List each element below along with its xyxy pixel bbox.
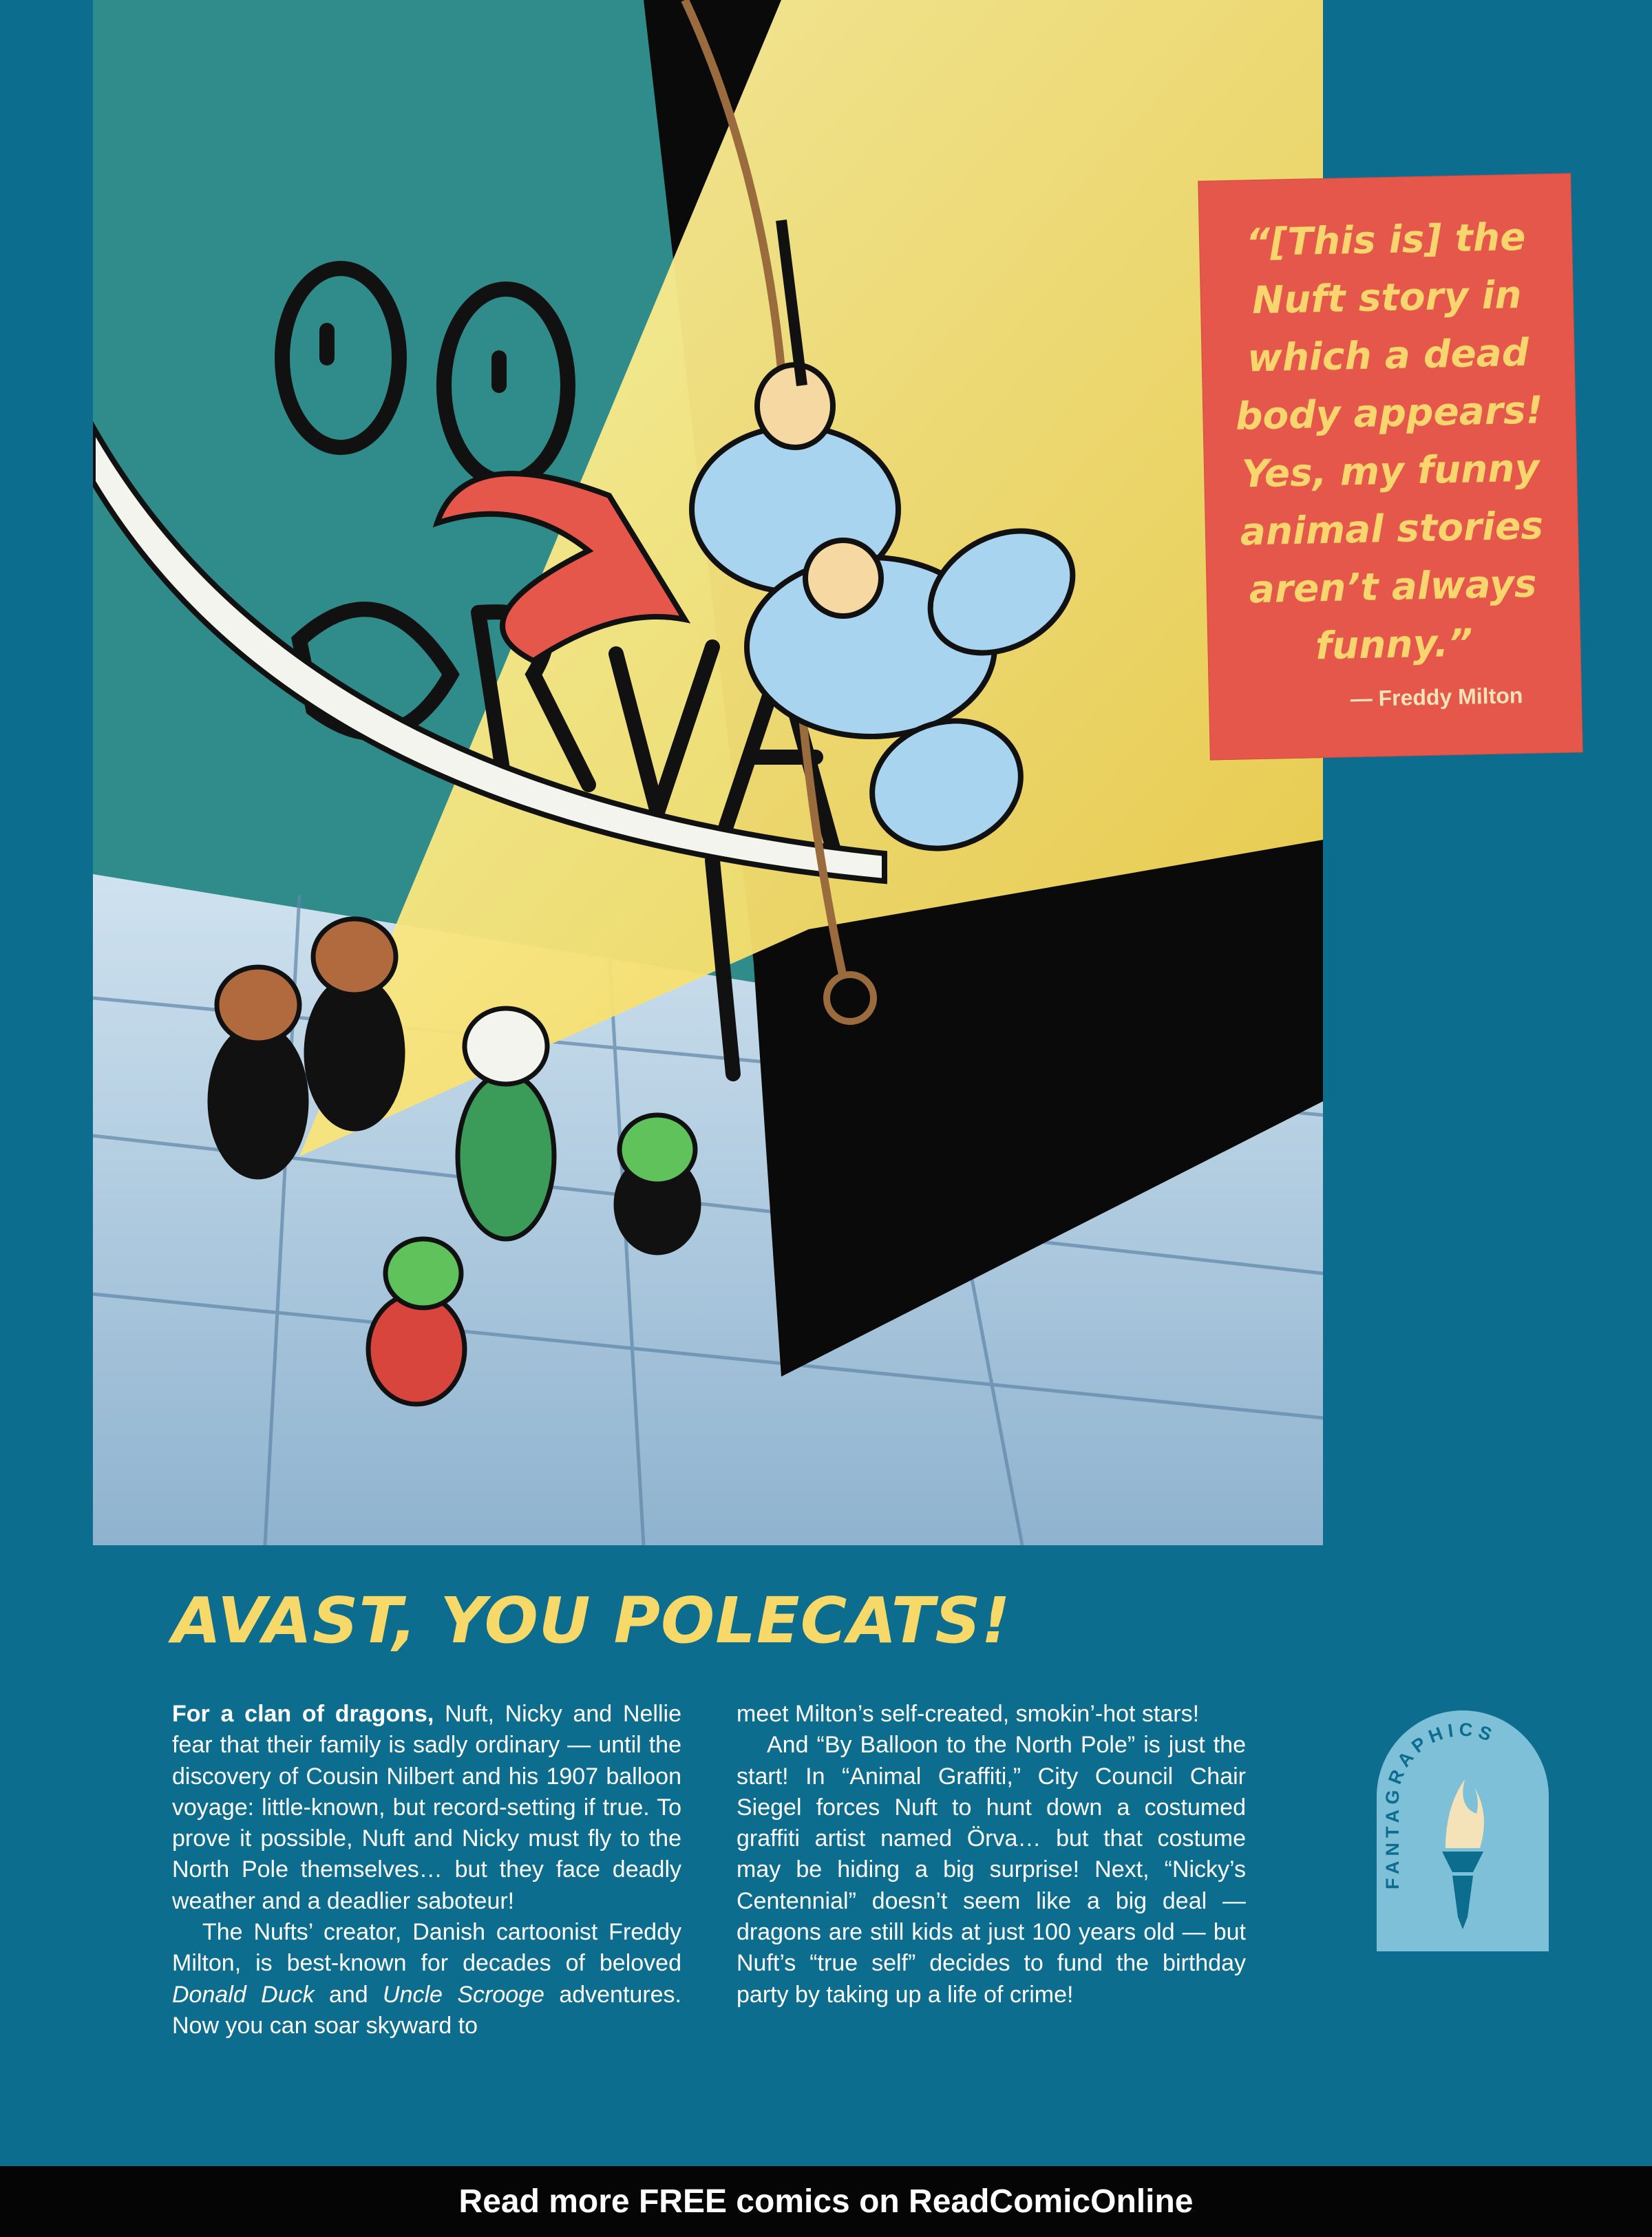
quote-box xyxy=(1198,173,1582,759)
logo-text: FANTAGRAPHICS xyxy=(1381,1719,1499,1889)
body-column-left xyxy=(172,1699,681,2042)
paragraph-text: adventures. Now you can soar skyward to xyxy=(172,1981,682,2039)
cover-artwork xyxy=(93,0,1323,1545)
footer-banner[interactable]: Read more FREE comics on ReadComicOnline xyxy=(0,2166,1652,2237)
title-donald-duck: Donald Duck xyxy=(172,1981,315,2008)
headline: AVAST, YOU POLECATS! xyxy=(172,1584,1011,1657)
paragraph-text: The Nufts’ creator, Danish cartoonist Freddy Milton, is best-known for decades of beloved xyxy=(172,1919,681,1977)
paragraph-text: and xyxy=(314,1981,383,2008)
quote-text: “[This is] the Nuft story in which a dead body appears! Yes, my funny animal stories aren’t always funny.” xyxy=(1235,214,1544,668)
fantagraphics-logo xyxy=(1377,1710,1549,1951)
body-column-right xyxy=(737,1699,1246,2011)
lead-in: For a clan of dragons, xyxy=(172,1701,434,1727)
paragraph-text: meet Milton’s self-created, smokin’-hot stars! xyxy=(737,1701,1200,1727)
artwork-illustration xyxy=(93,0,1323,1545)
paragraph xyxy=(172,1917,681,2042)
paragraph-text: Nuft, Nicky and Nellie fear that their family is sadly ordinary — until the discovery of Cousin Nilbert and his 1907 balloon voyage: little-known, but record-setting if true. To prove it possible, Nuft and Nicky must fly to the North Pole themselves… but they face deadly weather and a deadlier saboteur! xyxy=(172,1701,681,1914)
title-uncle-scrooge: Uncle Scrooge xyxy=(383,1981,544,2008)
quote-attribution: — Freddy Milton xyxy=(1350,683,1523,712)
paragraph xyxy=(172,1699,681,1917)
paragraph-text: And “By Balloon to the North Pole” is just the start! In “Animal Graffiti,” City Council Chair Siegel forces Nuft to hunt down a costumed graffiti artist named Örva… but that costume may be hiding a big surprise! Next, “Nicky’s Centennial” doesn’t seem like a big deal — dragons are still kids at just 100 years old — but Nuft’s “true self” decides to fund the birthday party by taking up a life of crime! xyxy=(737,1732,1246,2008)
